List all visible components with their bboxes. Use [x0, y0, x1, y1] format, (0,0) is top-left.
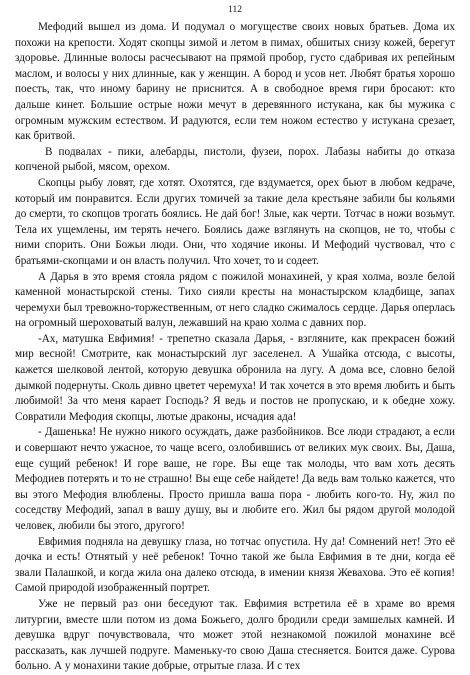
- paragraph: Мефодий вышел из дома. И подумал о могуществе своих новых братьев. Дома их похожи на крепости. Ходят скопцы зимой и летом в пимах, обшитых снизу кожей, берегут здоровье. Длинные волосы расчесывают на прямой пробор, густо сдабривая их репейным маслом, и волосы у них длинные, как у женщин. А бород и усов нет. Любят братья хорошо поесть, так, что иному барину не приснится. А в свободное время гири бросают: кто дальше кинет. Большие острые ножи мечут в деревянного истукана, как бы мужика с огромным мужским естеством. И радуются, если тем ножом естество у истукана срезает, как бритвой.: [15, 21, 455, 143]
- paragraph: А Дарья в это время стояла рядом с пожилой монахиней, у края холма, возле белой каменной монастырской стены. Тихо сияли кресты на монастырском кладбище, запах черемухи был тревожно-торжественным, от него сладко сжималось сердце. Дарья оперлась на огромный шероховатый валун, лежавший на краю холма с давних пор.: [15, 270, 455, 330]
- paragraph: -Ах, матушка Евфимия! - трепетно сказала Дарья, - взгляните, как прекрасен божий мир весной! Смотрите, как монастырский луг заселенел. А Ушайка отсюда, с высоты, кажется шелковой лентой, которую девушка обронила на лугу. А дома все, словно белой дымкой подернуты. Сколь дивно цветет черемуха! И так хочется в это время любить и быть любимой! За что меня карает Господь? Я ведь и постов не пропускаю, и к обедне хожу. Совратили Мефодия скопцы, лютые драконы, исчадия ада!: [15, 332, 455, 423]
- page-number: 112: [228, 5, 242, 15]
- paragraph: Уже не первый раз они беседуют так. Евфимия встретила её в храме во время литургии, вместе шли потом из дома Божьего, долго бродили среди замшелых камней. И девушка вдруг почувствовала, что может этой незнакомой пожилой монахине всё рассказать, как лучшей подруге. Маменьку-то свою Даша стесняется. Боится даже. Сурова больно. А у монахини такие добрые, отрытые глаза. И с тех: [15, 597, 455, 673]
- page-text: [15, 20, 455, 675]
- paragraph: Евфимия подняла на девушку глаза, но тотчас опустила. Ну да! Сомнений нет! Это её дочка и есть! Отнятый у неё ребенок! Точно такой же была Евфимия в те дни, когда её звали Палашкой, и когда жила она далеко отсюда, в имении князя Жевахова. Это её копия! Самой природой изображенный портрет.: [15, 535, 455, 595]
- paragraph: Скопцы рыбу ловят, где хотят. Охотятся, где вздумается, орех бьют в любом кедраче, который им понравится. Если других томичей за такие дела крестьяне забили бы кольями до смерти, то скопцов трогать боялись. Не дай бог! Злые, как черти. Тотчас в ножи возьмут. Тела их ущемлены, им терять нечего. Боялись даже взглянуть на скопцов, не то, чтобы с ними спорить. Они Божьи люди. Они, что ходячие иконы. И Мефодий чуствовал, что с братьями-скопцами и он власть получил. Что хочет, то и содеет.: [15, 176, 455, 267]
- paragraph: В подвалах - пики, алебарды, пистоли, фузеи, порох. Лабазы набиты до отказа копченой рыбой, мясом, орехом.: [15, 145, 455, 174]
- paragraph: - Дашенька! Не нужно никого осуждать, даже разбойников. Все люди страдают, а если и совершают нечто ужасное, то чаще всего, озлобившись от великих мук своих. Вы, Даша, еще сущий ребенок! И горе ваше, не горе. Вы еще так молоды, что вам хоть десять Мефодиев потерять и то не страшно! Вы еще себе найдете! Да ведь вам только кажется, что вы этого Мефодия влюблены. Просто пришла ваша пора - любить кого-то. Ну, жил по соседству Мефодий, запал в вашу душу, вы и любите его. Жил бы рядом другой молодой человек, любили бы этого, другого!: [15, 426, 455, 532]
